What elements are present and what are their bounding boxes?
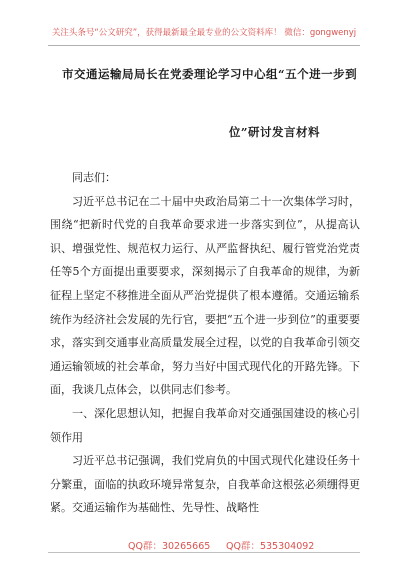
salutation: 同志们： bbox=[72, 171, 116, 184]
document-body bbox=[50, 166, 360, 520]
section-heading: 一、深化思想认知，把握自我革命对交通强国建设的核心引领作用 bbox=[50, 406, 360, 444]
header-banner: 关注头条号“公文研究”，获得最新最全最专业的公文资料库！ 微信：gongwenyj bbox=[51, 28, 357, 38]
body-paragraph: 习近平总书记在二十届中央政治局第二十一次集体学习时，围绕“把新时代党的自我革命要求进一步落实到位”，从提高认识、增强党性、规范权力运行、从严监督执纪、履行管党治党责任等5个方面提出重要要求，深刻揭示了自我革命的规律，为新征程上坚定不移推进全面从严治党提供了根本遵循。交通运输系统作为经济社会发展的先行官，要把“五个进一步到位”的重要要求，落实到交通事业高质量发展全过程，以党的自我革命引领交通运输领域的社会革命，努力当好中国式现代化的开路先锋。下面，我谈几点体会，以供同志们参考。 bbox=[50, 194, 360, 397]
body-paragraph: 习近平总书记强调，我们党肩负的中国式现代化建设任务十分繁重，面临的执政环境异常复杂，自我革命这根弦必须绷得更紧。交通运输作为基础性、先导性、战略性 bbox=[50, 454, 360, 515]
footer-qq-group-2: QQ群：535304092 bbox=[226, 541, 315, 552]
footer-qq-group-1: QQ群：30265665 bbox=[128, 541, 211, 552]
footer-divider bbox=[48, 552, 360, 553]
document-title-line-1: 市交通运输局局长在党委理论学习中心组“五个进一步到 bbox=[62, 67, 358, 81]
document-title-line-2: 位”研讨发言材料 bbox=[228, 125, 320, 139]
header-divider bbox=[48, 45, 360, 46]
